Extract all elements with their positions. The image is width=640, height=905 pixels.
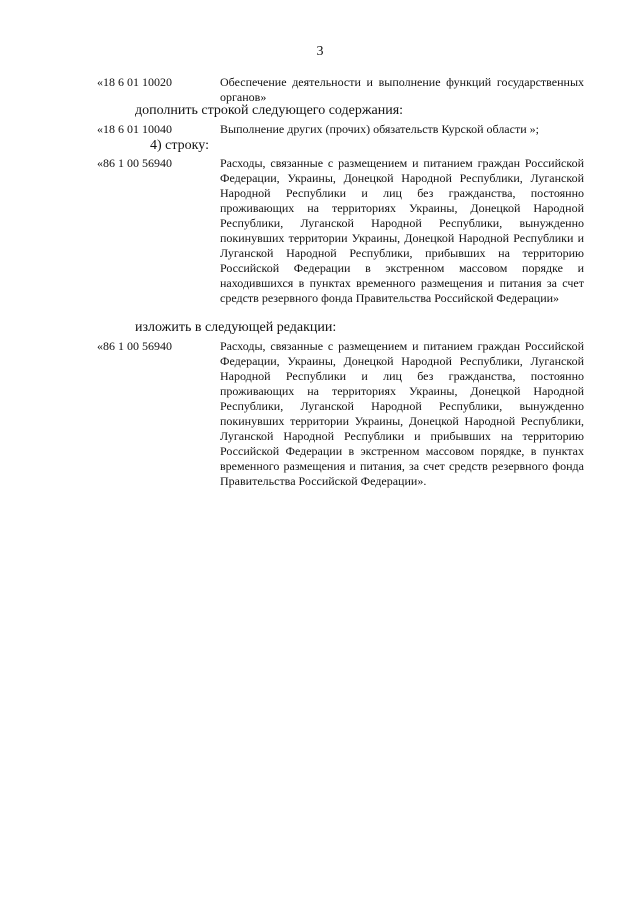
budget-code-1: «18 6 01 10020 (97, 75, 172, 89)
budget-code-4: «86 1 00 56940 (97, 339, 172, 353)
budget-code-2: «18 6 01 10040 (97, 122, 172, 136)
instruction-restate: изложить в следующей редакции: (135, 320, 337, 335)
page-number: 3 (316, 44, 324, 59)
budget-description-3: Расходы, связанные с размещением и питанием граждан Российской Федерации, Украины, Донецкой Народной Республики, Луганской Народной Республики и лиц без гражданства, постоянно проживающих на территориях Украины, Донецкой Народной Республики, Луганской Народной Республики, вынужденно покинувших территории Украины, Донецкой Народной Республики и Луганской Народной Республики, прибывших на территорию Российской Федерации в экстренном массовом порядке и находившихся в пунктах временного размещения и питания за счет средств резервного фонда Правительства Российской Федерации» (220, 156, 584, 305)
budget-description-2: Выполнение других (прочих) обязательств Курской области »; (220, 122, 539, 136)
budget-description-1: Обеспечение деятельности и выполнение функций государственных органов» (220, 75, 584, 104)
instruction-item-4: 4) строку: (150, 138, 209, 153)
instruction-add-row: дополнить строкой следующего содержания: (135, 103, 404, 118)
budget-code-3: «86 1 00 56940 (97, 156, 172, 170)
budget-description-4: Расходы, связанные с размещением и питанием граждан Российской Федерации, Украины, Донецкой Народной Республики, Луганской Народной Республики и лиц без гражданства, постоянно проживающих на территориях Украины, Донецкой Народной Республики, Луганской Народной Республики, вынужденно покинувших территории Украины, Донецкой Народной Республики, Луганской Народной Республики и прибывших на территорию Российской Федерации в экстренном массовом порядке, в пунктах временного размещения и питания, за счет средств резервного фонда Правительства Российской Федерации». (220, 339, 584, 488)
